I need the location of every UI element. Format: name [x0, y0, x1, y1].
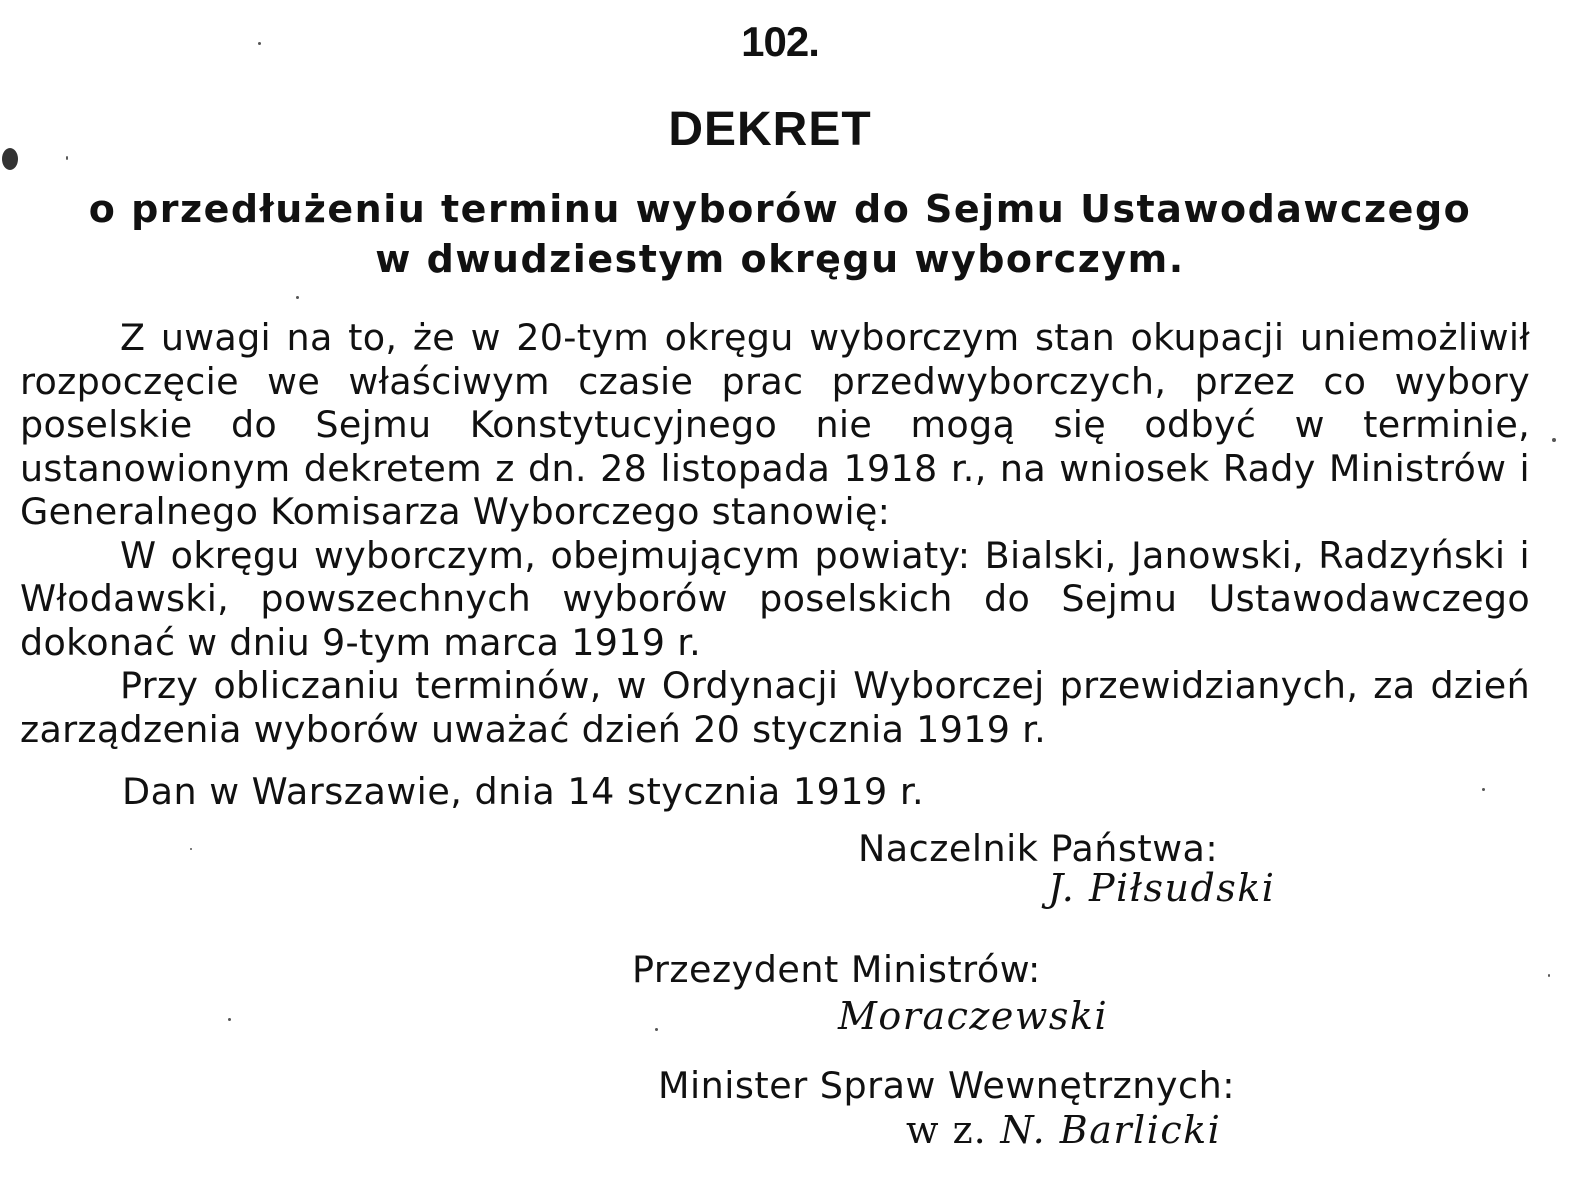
paragraph-deadline: Przy obliczaniu terminów, w Ordynacji Wyborczej przewidzianych, za dzień zarządzenia wyborów uważać dzień 20 stycznia 1919 r. — [20, 664, 1530, 751]
scan-speck — [66, 156, 68, 160]
document-type-heading: DEKRET — [668, 103, 872, 156]
document-number: 102. — [741, 18, 819, 65]
signature-name-prime-minister: Moraczewski — [838, 994, 1109, 1038]
given-at-line: Dan w Warszawie, dnia 14 stycznia 1919 r. — [122, 770, 925, 813]
scan-speck — [228, 1018, 231, 1021]
paragraph-preamble: Z uwagi na to, że w 20-tym okręgu wyborczym stan okupacji uniemożliwił rozpoczęcie we właściwym czasie prac przedwyborczych, przez co wybory poselskie do Sejmu Konstytucyjnego nie mogą się odbyć w terminie, ustanowionym dekretem z dn. 28 listopada 1918 r., na wniosek Rady Ministrów i Generalnego Komisarza Wyborczego stanowię: — [20, 316, 1530, 533]
signature-name-head-of-state: J. Piłsudski — [1048, 866, 1276, 910]
signature-name-text: N. Barlicki — [1000, 1108, 1222, 1152]
scan-speck — [296, 296, 299, 299]
signature-prefix: w z. — [906, 1108, 987, 1152]
document-title-line-2: w dwudziestym okręgu wyborczym. — [375, 237, 1185, 281]
document-title-line-1: o przedłużeniu terminu wyborów do Sejmu Ustawodawczego — [88, 187, 1472, 231]
signature-role-head-of-state: Naczelnik Państwa: — [858, 827, 1219, 870]
signature-name-interior-minister — [906, 1108, 1221, 1152]
paragraph-decision: W okręgu wyborczym, obejmującym powiaty: Bialski, Janowski, Radzyński i Włodawski, powszechnych wyborów poselskich do Sejmu Ustawodawczego dokonać w dniu 9-tym marca 1919 r. — [20, 533, 1530, 664]
scan-speck — [1548, 974, 1550, 977]
document-body — [20, 316, 1530, 751]
scan-speck — [190, 848, 192, 850]
document-title — [60, 184, 1500, 284]
signature-role-interior-minister: Minister Spraw Wewnętrznych: — [658, 1064, 1236, 1107]
scan-speck — [1552, 438, 1556, 442]
scan-blot — [2, 148, 18, 170]
scan-speck — [1482, 788, 1485, 791]
scan-speck — [655, 1028, 658, 1031]
signature-role-prime-minister: Przezydent Ministrów: — [632, 948, 1041, 991]
scan-speck — [258, 42, 261, 45]
